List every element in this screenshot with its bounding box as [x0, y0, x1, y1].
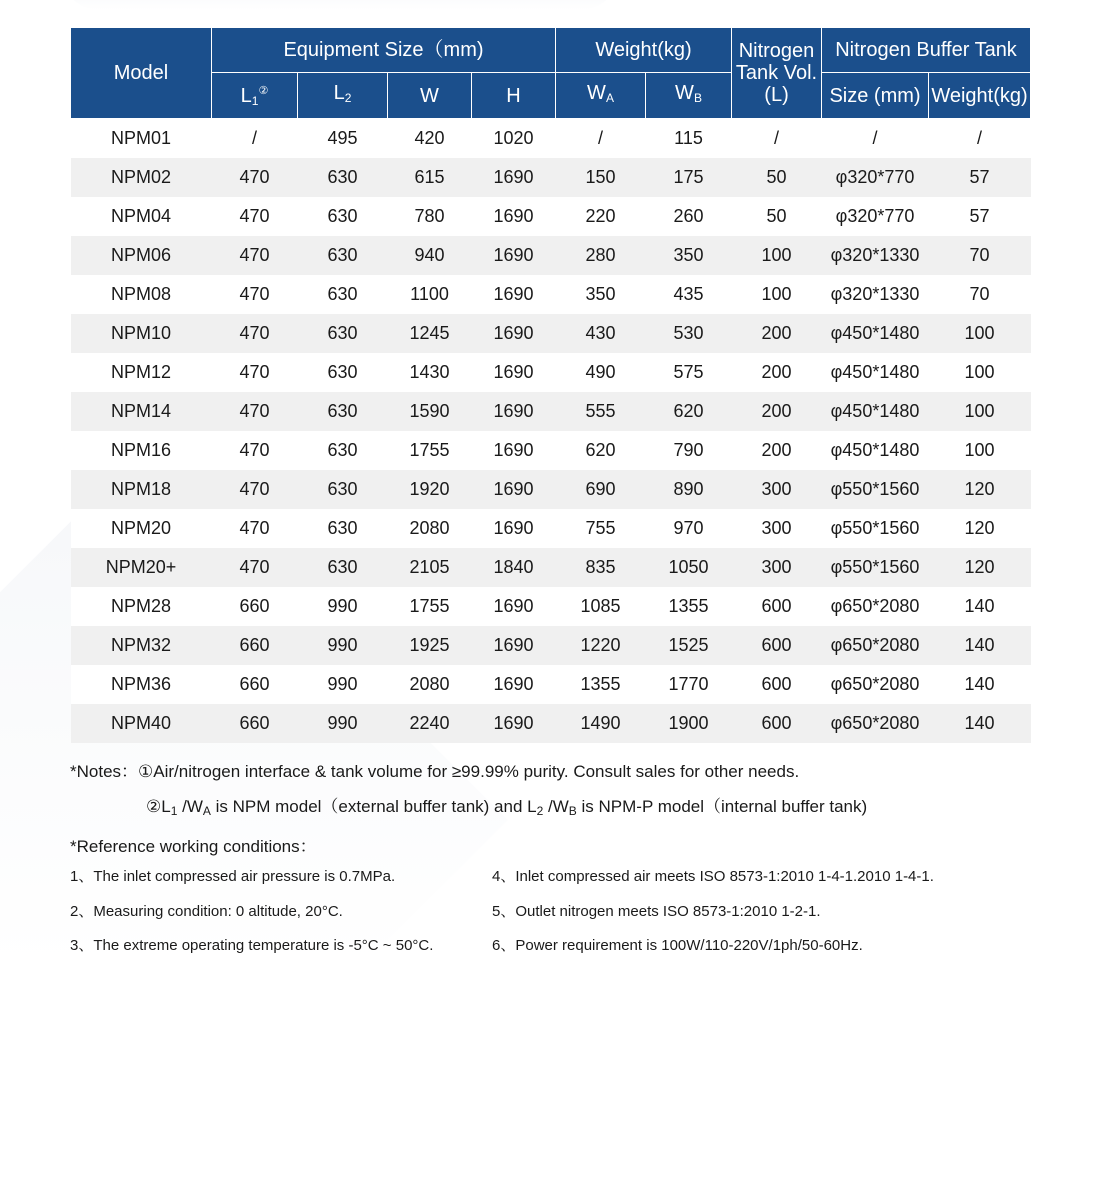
table-row	[71, 470, 1031, 509]
cell-w: 1755	[388, 431, 472, 470]
cell-w: 2080	[388, 509, 472, 548]
cell-buffer-size: φ550*1560	[822, 548, 929, 587]
cell-wb: 175	[646, 158, 732, 197]
cell-wa: 280	[556, 236, 646, 275]
cell-h: 1690	[472, 275, 556, 314]
condition-item: 5、Outlet nitrogen meets ISO 8573-1:2010 1-2-1.	[492, 902, 821, 920]
cell-wb: 1525	[646, 626, 732, 665]
cell-w: 1755	[388, 587, 472, 626]
cell-l2: 990	[298, 587, 388, 626]
table-row	[71, 119, 1031, 159]
cell-wa: 150	[556, 158, 646, 197]
cell-tank-vol: 200	[732, 392, 822, 431]
header-equipment-size: Equipment Size（mm)	[212, 28, 556, 73]
cell-wa: 555	[556, 392, 646, 431]
cell-l1: 660	[212, 665, 298, 704]
spec-table	[70, 27, 1031, 743]
cell-wa: 350	[556, 275, 646, 314]
cell-w: 940	[388, 236, 472, 275]
cell-l2: 630	[298, 275, 388, 314]
header-model: Model	[71, 28, 212, 119]
cell-l2: 630	[298, 392, 388, 431]
header-weight: Weight(kg)	[556, 28, 732, 73]
table-row	[71, 548, 1031, 587]
table-row	[71, 236, 1031, 275]
cell-model: NPM04	[71, 197, 212, 236]
cell-l2: 495	[298, 119, 388, 159]
cell-buffer-size: φ650*2080	[822, 665, 929, 704]
cell-buffer-size: φ450*1480	[822, 353, 929, 392]
header-l1: $L_1^②$	[212, 73, 298, 119]
cell-l1: 470	[212, 275, 298, 314]
table-row	[71, 197, 1031, 236]
cell-h: 1690	[472, 158, 556, 197]
header-w: W	[388, 73, 472, 119]
cell-tank-vol: 50	[732, 158, 822, 197]
cell-l1: 470	[212, 236, 298, 275]
cell-l2: 990	[298, 704, 388, 743]
cell-model: NPM16	[71, 431, 212, 470]
table-row	[71, 392, 1031, 431]
cell-buffer-weight: 120	[929, 470, 1031, 509]
cell-l2: 630	[298, 314, 388, 353]
cell-buffer-weight: /	[929, 119, 1031, 159]
cell-model: NPM40	[71, 704, 212, 743]
cell-wb: 620	[646, 392, 732, 431]
cell-l2: 630	[298, 353, 388, 392]
cell-buffer-weight: 70	[929, 236, 1031, 275]
cell-buffer-size: φ550*1560	[822, 470, 929, 509]
cell-tank-vol: 200	[732, 314, 822, 353]
table-row	[71, 431, 1031, 470]
cell-w: 1245	[388, 314, 472, 353]
cell-tank-vol: /	[732, 119, 822, 159]
cell-l1: 470	[212, 431, 298, 470]
cell-model: NPM01	[71, 119, 212, 159]
cell-model: NPM06	[71, 236, 212, 275]
cell-wb: 970	[646, 509, 732, 548]
cell-tank-vol: 600	[732, 587, 822, 626]
cell-buffer-weight: 100	[929, 431, 1031, 470]
cell-tank-vol: 200	[732, 431, 822, 470]
conditions-left	[70, 860, 433, 964]
cell-model: NPM32	[71, 626, 212, 665]
cell-buffer-weight: 100	[929, 314, 1031, 353]
cell-tank-vol: 600	[732, 665, 822, 704]
cell-l1: 660	[212, 704, 298, 743]
cell-model: NPM36	[71, 665, 212, 704]
cell-w: 420	[388, 119, 472, 159]
cell-l2: 990	[298, 665, 388, 704]
cell-buffer-size: φ320*1330	[822, 275, 929, 314]
cell-h: 1690	[472, 626, 556, 665]
cell-l2: 990	[298, 626, 388, 665]
cell-buffer-weight: 70	[929, 275, 1031, 314]
cell-wa: 1085	[556, 587, 646, 626]
cell-wb: 890	[646, 470, 732, 509]
cell-buffer-weight: 100	[929, 353, 1031, 392]
cell-h: 1690	[472, 587, 556, 626]
table-row	[71, 665, 1031, 704]
cell-tank-vol: 300	[732, 548, 822, 587]
cell-wa: /	[556, 119, 646, 159]
cell-wa: 835	[556, 548, 646, 587]
cell-wb: 1900	[646, 704, 732, 743]
conditions-right	[492, 860, 934, 964]
cell-buffer-weight: 140	[929, 665, 1031, 704]
cell-wb: 1050	[646, 548, 732, 587]
cell-model: NPM28	[71, 587, 212, 626]
cell-l1: 470	[212, 509, 298, 548]
cell-l1: 470	[212, 392, 298, 431]
cell-l1: 470	[212, 353, 298, 392]
cell-wb: 435	[646, 275, 732, 314]
header-nitrogen-tank-vol: Nitrogen Tank Vol. (L)	[732, 28, 822, 119]
cell-tank-vol: 50	[732, 197, 822, 236]
cell-buffer-weight: 140	[929, 626, 1031, 665]
condition-item: 2、Measuring condition: 0 altitude, 20°C.	[70, 902, 343, 920]
cell-w: 615	[388, 158, 472, 197]
cell-l2: 630	[298, 431, 388, 470]
header-weight-kg: Weight(kg)	[929, 73, 1031, 119]
cell-buffer-weight: 140	[929, 704, 1031, 743]
cell-wa: 1220	[556, 626, 646, 665]
cell-l2: 630	[298, 236, 388, 275]
table-body	[71, 119, 1031, 744]
cell-wb: 260	[646, 197, 732, 236]
note-2: $②L_1$ $/W_A$ is NPM model（external buffer tank) and $L_2$ $/W_B$ is NPM-P model（internal buffer tank)	[146, 797, 868, 818]
header-wa: $W_A$	[556, 73, 646, 119]
table-row	[71, 314, 1031, 353]
cell-wa: 1355	[556, 665, 646, 704]
cell-wa: 430	[556, 314, 646, 353]
cell-wa: 755	[556, 509, 646, 548]
cell-buffer-weight: 57	[929, 158, 1031, 197]
cell-buffer-size: φ320*770	[822, 197, 929, 236]
cell-wa: 220	[556, 197, 646, 236]
cell-h: 1690	[472, 704, 556, 743]
cell-tank-vol: 300	[732, 470, 822, 509]
cell-l1: 470	[212, 314, 298, 353]
cell-buffer-weight: 140	[929, 587, 1031, 626]
cell-wb: 350	[646, 236, 732, 275]
cell-w: 1100	[388, 275, 472, 314]
cell-w: 1590	[388, 392, 472, 431]
cell-wb: 115	[646, 119, 732, 159]
cell-buffer-size: φ320*770	[822, 158, 929, 197]
cell-buffer-size: φ320*1330	[822, 236, 929, 275]
note-1: *Notes：①Air/nitrogen interface & tank volume for ≥99.99% purity. Consult sales for other needs.	[70, 762, 800, 781]
cell-model: NPM02	[71, 158, 212, 197]
condition-item: 6、Power requirement is 100W/110-220V/1ph/50-60Hz.	[492, 937, 863, 954]
cell-l1: 470	[212, 158, 298, 197]
header-wb: $W_B$	[646, 73, 732, 119]
table-row	[71, 626, 1031, 665]
cell-wa: 490	[556, 353, 646, 392]
cell-h: 1690	[472, 197, 556, 236]
cell-w: 1925	[388, 626, 472, 665]
cell-l2: 630	[298, 197, 388, 236]
cell-wa: 690	[556, 470, 646, 509]
cell-tank-vol: 600	[732, 704, 822, 743]
cell-l2: 630	[298, 470, 388, 509]
cell-wa: 620	[556, 431, 646, 470]
cell-tank-vol: 200	[732, 353, 822, 392]
cell-l1: 470	[212, 197, 298, 236]
cell-buffer-size: φ450*1480	[822, 314, 929, 353]
cell-buffer-size: φ550*1560	[822, 509, 929, 548]
cell-buffer-size: φ650*2080	[822, 704, 929, 743]
cell-model: NPM20+	[71, 548, 212, 587]
cell-h: 1690	[472, 470, 556, 509]
cell-buffer-size: φ450*1480	[822, 431, 929, 470]
cell-buffer-size: φ650*2080	[822, 587, 929, 626]
header-size-mm: Size (mm)	[822, 73, 929, 119]
cell-l2: 630	[298, 509, 388, 548]
table-row	[71, 158, 1031, 197]
cell-buffer-size: /	[822, 119, 929, 159]
cell-h: 1690	[472, 665, 556, 704]
table-row	[71, 353, 1031, 392]
condition-item: 4、Inlet compressed air meets ISO 8573-1:2010 1-4-1.2010 1-4-1.	[492, 868, 934, 885]
cell-l1: 470	[212, 548, 298, 587]
cell-w: 1430	[388, 353, 472, 392]
cell-wb: 1355	[646, 587, 732, 626]
cell-buffer-weight: 120	[929, 509, 1031, 548]
cell-model: NPM18	[71, 470, 212, 509]
cell-wb: 530	[646, 314, 732, 353]
cell-h: 1690	[472, 509, 556, 548]
cell-h: 1690	[472, 236, 556, 275]
table-row	[71, 509, 1031, 548]
cell-h: 1690	[472, 431, 556, 470]
cell-l2: 630	[298, 158, 388, 197]
cell-buffer-weight: 57	[929, 197, 1031, 236]
header-h: H	[472, 73, 556, 119]
table-row	[71, 587, 1031, 626]
cell-model: NPM10	[71, 314, 212, 353]
condition-item: 1、The inlet compressed air pressure is 0.7MPa.	[70, 868, 396, 885]
cell-model: NPM20	[71, 509, 212, 548]
cell-w: 2105	[388, 548, 472, 587]
cell-model: NPM14	[71, 392, 212, 431]
cell-buffer-weight: 120	[929, 548, 1031, 587]
cell-l1: 660	[212, 587, 298, 626]
cell-h: 1020	[472, 119, 556, 159]
background-top-shape	[60, 0, 620, 10]
table-row	[71, 704, 1031, 743]
cell-tank-vol: 100	[732, 275, 822, 314]
cell-w: 2080	[388, 665, 472, 704]
cell-l1: /	[212, 119, 298, 159]
cell-tank-vol: 600	[732, 626, 822, 665]
cell-buffer-size: φ450*1480	[822, 392, 929, 431]
cell-wb: 790	[646, 431, 732, 470]
cell-w: 1920	[388, 470, 472, 509]
cell-l1: 660	[212, 626, 298, 665]
cell-wb: 1770	[646, 665, 732, 704]
cell-h: 1840	[472, 548, 556, 587]
cell-model: NPM08	[71, 275, 212, 314]
cell-wa: 1490	[556, 704, 646, 743]
cell-h: 1690	[472, 314, 556, 353]
cell-l2: 630	[298, 548, 388, 587]
cell-buffer-size: φ650*2080	[822, 626, 929, 665]
cell-w: 780	[388, 197, 472, 236]
cell-wb: 575	[646, 353, 732, 392]
header-l2: $L_2$	[298, 73, 388, 119]
cell-h: 1690	[472, 353, 556, 392]
table-row	[71, 275, 1031, 314]
header-buffer-tank: Nitrogen Buffer Tank	[822, 28, 1031, 73]
condition-item: 3、The extreme operating temperature is -5°C ~ 50°C.	[70, 937, 434, 954]
cell-model: NPM12	[71, 353, 212, 392]
cell-tank-vol: 300	[732, 509, 822, 548]
cell-h: 1690	[472, 392, 556, 431]
notes	[70, 754, 1070, 864]
cell-buffer-weight: 100	[929, 392, 1031, 431]
reference-heading: *Reference working conditions：	[70, 837, 317, 856]
cell-w: 2240	[388, 704, 472, 743]
cell-tank-vol: 100	[732, 236, 822, 275]
cell-l1: 470	[212, 470, 298, 509]
